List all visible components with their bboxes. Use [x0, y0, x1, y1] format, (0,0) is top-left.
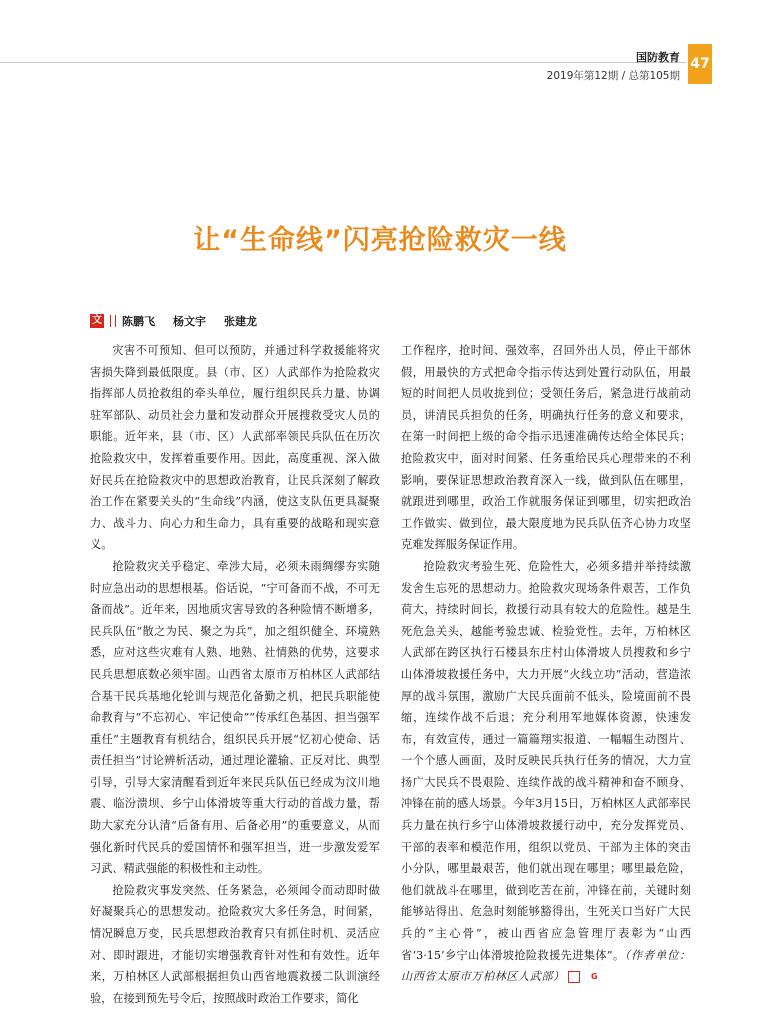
author-name: 张建龙	[224, 315, 257, 328]
paragraph: 抢险救灾关乎稳定、牵涉大局，必须未雨绸缪夯实随时应急出动的思想根基。俗话说，“宁可备而不战，不可无备而战”。近年来，因地质灾害导致的各种险情不断增多，民兵队伍“散之为民、聚之为兵”，加之组织健全、环境熟悉，应对这些灾难有人熟、地熟、社情熟的优势，这要求民兵思想底数必须牢固。山西省太原市万柏林区人武部结合基干民兵基地化轮训与规范化备勤之机，把民兵职能使命教育与“不忘初心、牢记使命”“传承红色基因、担当强军重任”主题教育有机结合，组织民兵开展“忆初心使命、话责任担当”讨论辨析活动，通过理论灌输、正反对比、典型引导，引导大家清醒看到近年来民兵队伍已经成为汶川地震、临汾溃坝、乡宁山体滑坡等重大行动的首战力量，帮助大家充分认清“后备有用、后备必用”的重要意义，从而强化新时代民兵的爱国情怀和强军担当，进一步激发爱军习武、精武强能的积极性和主动性。	[90, 559, 380, 876]
paragraph: 灾害不可预知、但可以预防，并通过科学救援能将灾害损失降到最低限度。县（市、区）人武部作为抢险救灾指挥部人员抢救组的牵头单位，履行组织民兵力量、协调驻军部队、动员社会力量和发动群众开展搜救受灾人员的职能。近年来，县（市、区）人武部率领民兵队伍在历次抢险救灾中，发挥着重要作用。因此，高度重视、深入做好民兵在抢险救灾中的思想政治教育，让民兵深刻了解政治工作在紧要关头的“生命线”内涵，使这支队伍更具凝聚力、战斗力、向心力和生命力，具有重要的战略和现实意义。	[90, 344, 380, 552]
paragraph: 抢险救灾事发突然、任务紧急，必须闻令而动即时做好凝聚兵心的思想发动。抢险救灾大多任务急，时间紧，情况瞬息万变，民兵思想政治教育只有抓住时机、灵活应对、即时跟进，才能切实增强教育针对性和有效性。近年来，万柏林区人武部根据担负山西省地震救援二队训演经验，在接到预先号令后，按照战时政治工作要求，简化	[90, 883, 380, 1005]
end-mark-icon: G	[568, 971, 580, 983]
article-column-right	[401, 340, 691, 988]
paragraph-text: 抢险救灾考验生死、危险性大，必须多措并举持续激发舍生忘死的思想动力。抢险救灾现场条件艰苦，工作负荷大，持续时间长，救援行动具有较大的危险性。越是生死危急关头，越能考验忠诚、检验党性。去年，万柏林区人武部在跨区执行石楼县东庄村山体滑坡人员搜救和乡宁山体滑坡救援任务中，大力开展“火线立功”活动，营造浓厚的战斗氛围，激励广大民兵面前不低头，险境面前不畏缩，连续作战不后退；充分利用军地媒体资源，快速发布，有效宣传，通过一篇篇翔实报道、一幅幅生动图片、一个个感人画面，及时反映民兵执行任务的情况，大力宣扬广大民兵不畏艰险、连续作战的战斗精神和奋不顾身、冲锋在前的感人场景。今年3月15日，万柏林区人武部率民兵力量在执行乡宁山体滑坡救援行动中，充分发挥党员、干部的表率和模范作用，组织以党员、干部为主体的突击小分队，哪里最艰苦，他们就出现在哪里；哪里最危险，他们就战斗在哪里，做到吃苦在前，冲锋在前，关键时刻能够站得出、危急时刻能够豁得出，生死关口当好广大民兵的“主心骨”，被山西省应急管理厅表彰为“山西省‘3·15’乡宁山体滑坡抢险救援先进集体”。	[401, 559, 691, 962]
issue-info: 2019年第12期 / 总第105期	[546, 70, 680, 82]
paragraph	[401, 556, 691, 988]
author-affiliation-note: （作者单位：山西省太原市万柏林区人武部）	[401, 948, 691, 984]
header-rule	[0, 62, 686, 63]
byline	[90, 313, 269, 329]
paragraph: 工作程序，抢时间、强效率，召回外出人员，停止干部休假，用最快的方式把命令指示传达到处置行动队伍，用最短的时间把人员收拢到位；受领任务后，紧急进行战前动员，讲清民兵担负的任务，明确执行任务的意义和要求，在第一时间把上级的命令指示迅速准确传达给全体民兵；抢险救灾中，面对时间紧、任务重给民兵心理带来的不利影响，要保证思想政治教育深入一线，做到队伍在哪里，就跟进到哪里，政治工作就服务保证到哪里，切实把政治工作做实、做到位，最大限度地为民兵队伍齐心协力攻坚克难发挥服务保证作用。	[401, 344, 691, 552]
byline-divider	[110, 315, 116, 327]
author-name: 杨文宇	[173, 315, 206, 328]
article-title: 让“生命线”闪亮抢险救灾一线	[193, 225, 567, 256]
author-name: 陈鹏飞	[122, 315, 155, 328]
magazine-name: 国防教育	[636, 51, 680, 64]
article-column-left	[90, 340, 380, 1009]
page-number-badge: 47	[688, 44, 712, 84]
byline-tag: 文	[92, 315, 102, 326]
